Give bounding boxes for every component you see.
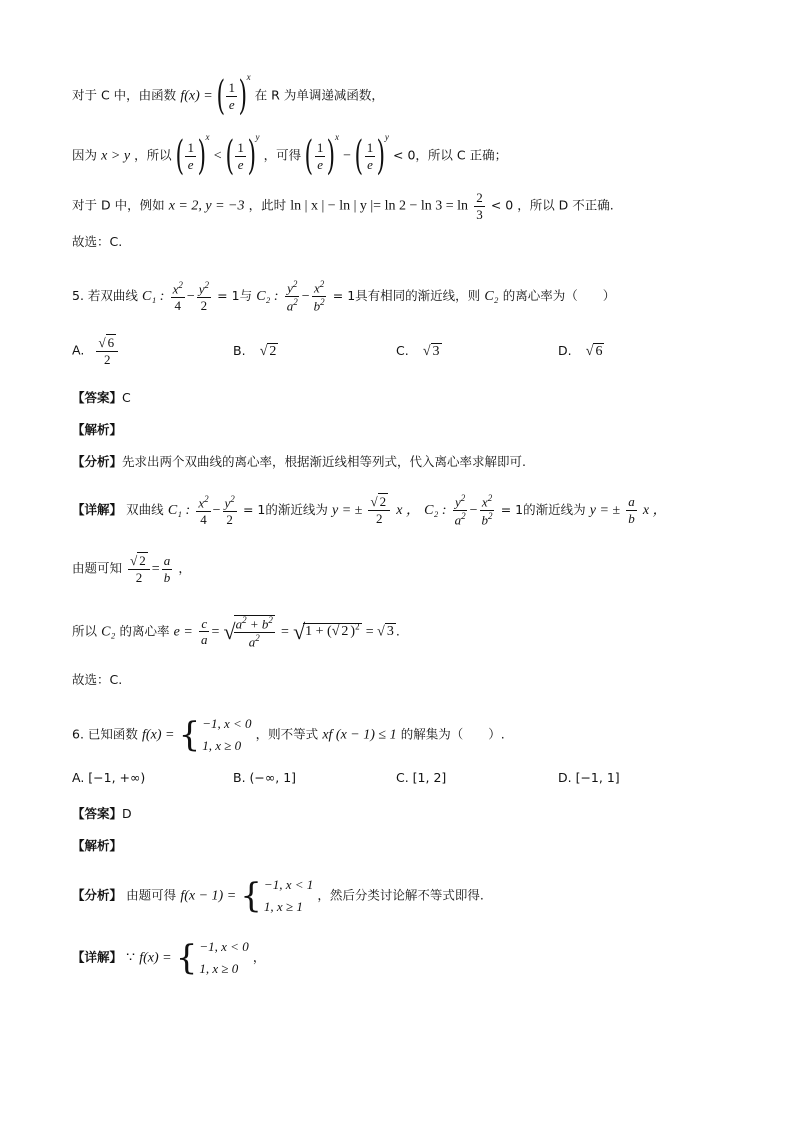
text: < 0，所以 C 正确； bbox=[393, 147, 508, 163]
answer-choice: 故选：C. bbox=[72, 234, 123, 249]
option-d[interactable]: D. √ 6 bbox=[558, 343, 603, 359]
text: 对于 C 中，由函数 bbox=[72, 87, 177, 103]
question-6: 6. 已知函数 f(x) = { −1, x < 0 1, x ≥ 0 ，则不等式 xf (x − 1) ≤ 1 的解集为（ ）. bbox=[72, 715, 505, 755]
detail-6: 【详解】 ∵ f(x) = { −1, x < 0 1, x ≥ 0 ， bbox=[72, 938, 266, 978]
option-a[interactable]: A. $\frac{√ 6}{2}$ bbox=[72, 336, 120, 366]
text: 在 R 为单调递减函数， bbox=[254, 87, 384, 103]
formula: f(x) = bbox=[142, 727, 175, 743]
formula: C₂ bbox=[484, 288, 499, 304]
question-number: 6. 已知函数 bbox=[72, 726, 138, 742]
text: = 1与 bbox=[217, 287, 253, 303]
question-number: 5. 若双曲线 bbox=[72, 287, 138, 303]
answer-6: 【答案】D bbox=[72, 806, 132, 821]
answer-choice-5: 故选：C. bbox=[72, 672, 123, 687]
line-c-monotonic: 对于 C 中，由函数 f(x) = ( $\frac{1}{e}$ )$^x$ 在 R 为单调递减函数， bbox=[72, 72, 384, 119]
formula: ln | x | − ln | y |= ln 2 − ln 3 = ln bbox=[290, 198, 469, 214]
answer-value: C bbox=[122, 390, 131, 405]
text: = 1具有相同的渐近线，则 bbox=[332, 287, 481, 303]
option-c[interactable]: C. [1, 2] bbox=[396, 770, 447, 785]
text: 因为 bbox=[72, 147, 98, 163]
formula: x = 2, y = −3 bbox=[168, 198, 245, 214]
formula: x > y bbox=[101, 148, 131, 164]
text: ，此时 bbox=[248, 197, 287, 213]
option-c[interactable]: C. √ 3 bbox=[396, 343, 440, 359]
detail-5: 【详解】 双曲线 C₁ : $\frac{x^2}{4}$ − $\frac{y^2}{2}$ = 1的渐近线为 y = ± $\frac{√ 2}{2}$ x ， C₂ : $\frac{y^2}{a^2}$ − $\frac{x^2}{b^2}$ = 1的渐近线为 y = ± $\frac{a}{b}$ x ， bbox=[72, 493, 667, 528]
detail-5-line2: 由题可知 $\frac{√ 2}{2}$ = $\frac{a}{b}$ ， bbox=[72, 553, 191, 585]
option-a[interactable]: A. [−1, +∞) bbox=[72, 770, 146, 785]
question-5: 5. 若双曲线 C₁ : $\frac{x^2}{4}$ − $\frac{y^2}{2}$ = 1与 C₂ : $\frac{y^2}{a^2}$ − $\frac{x^2}{b^2}$ = 1具有相同的渐近线，则 C₂ 的离心率为（ ） bbox=[72, 279, 616, 314]
answer-tag: 【答案】 bbox=[72, 390, 123, 405]
text: 对于 D 中，例如 bbox=[72, 197, 165, 213]
line-d-example: 对于 D 中，例如 x = 2, y = −3 ，此时 ln | x | − ln | y |= ln 2 − ln 3 = ln $\frac{2}{3}$ < 0 ，所以 D 不正确. bbox=[72, 190, 614, 222]
text: < 0 ，所以 D 不正确. bbox=[490, 197, 614, 213]
option-b[interactable]: B. √ 2 bbox=[233, 343, 277, 359]
text: ，所以 bbox=[134, 147, 172, 163]
text: 的离心率为（ ） bbox=[502, 287, 616, 303]
formula: f(x) = bbox=[180, 88, 213, 104]
text: ，可得 bbox=[263, 147, 302, 163]
analysis-heading: 【解析】 bbox=[72, 838, 123, 853]
analysis-6: 【分析】 由题可得 f(x − 1) = { −1, x < 1 1, x ≥ 1 ，然后分类讨论解不等式即得. bbox=[72, 876, 484, 916]
option-b[interactable]: B. (−∞, 1] bbox=[233, 770, 297, 785]
detail-5-line3: 所以 C₂ 的离心率 e = $\frac{c}{a}$ = √ $\frac{a^2 + b^2}{a^2}$ = √1 + (√ 2 )$^2$ = √ 3 . bbox=[72, 615, 400, 650]
formula: C₁ : bbox=[142, 288, 165, 304]
analysis-heading: 【解析】 bbox=[72, 422, 123, 437]
line-because: 因为 x > y ，所以 ( $\frac{1}{e}$ )$^x$ < ( $\frac{1}{e}$ )$^y$ ，可得 ( $\frac{1}{e}$ )$^x$ − ( $\frac{1}{e}$ )$^y$ < 0，所以 C 正确； bbox=[72, 132, 508, 179]
option-d[interactable]: D. [−1, 1] bbox=[558, 770, 620, 785]
answer-5 bbox=[72, 392, 131, 405]
analysis-5: 【分析】先求出两个双曲线的离心率，根据渐近线相等列式，代入离心率求解即可. bbox=[72, 454, 526, 469]
formula: C₂ : bbox=[256, 288, 279, 304]
